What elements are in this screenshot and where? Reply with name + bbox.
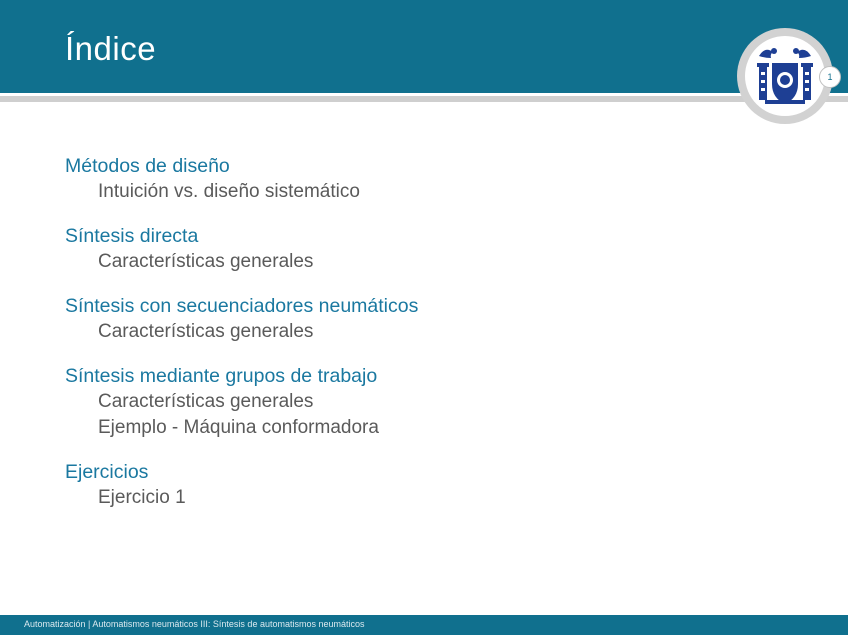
table-of-contents <box>65 153 725 529</box>
page-title: Índice <box>65 30 157 67</box>
toc-sub-item[interactable]: Intuición vs. diseño sistemático <box>98 181 360 202</box>
toc-section-title[interactable]: Ejercicios <box>65 461 149 483</box>
toc-section-title[interactable]: Síntesis directa <box>65 225 199 247</box>
university-crest-icon <box>745 36 825 116</box>
toc-section <box>65 459 725 511</box>
toc-section <box>65 363 725 441</box>
toc-sub-item[interactable]: Características generales <box>98 391 314 412</box>
toc-section-title[interactable]: Síntesis mediante grupos de trabajo <box>65 365 378 387</box>
toc-sub-item[interactable]: Características generales <box>98 321 314 342</box>
toc-section-title[interactable]: Métodos de diseño <box>65 155 230 177</box>
toc-section <box>65 153 725 205</box>
toc-sub-item[interactable]: Ejercicio 1 <box>98 487 186 508</box>
toc-section-title[interactable]: Síntesis con secuenciadores neumáticos <box>65 295 419 317</box>
toc-section <box>65 223 725 275</box>
header-divider <box>0 96 848 102</box>
footer-text: Automatización | Automatismos neumáticos III: Síntesis de automatismos neumáticos <box>24 619 365 629</box>
toc-sub-item[interactable]: Características generales <box>98 251 314 272</box>
toc-sub-item[interactable]: Ejemplo - Máquina conformadora <box>98 417 379 438</box>
page-number-badge: 1 <box>819 66 841 88</box>
crest-svg <box>745 36 825 116</box>
toc-section <box>65 293 725 345</box>
